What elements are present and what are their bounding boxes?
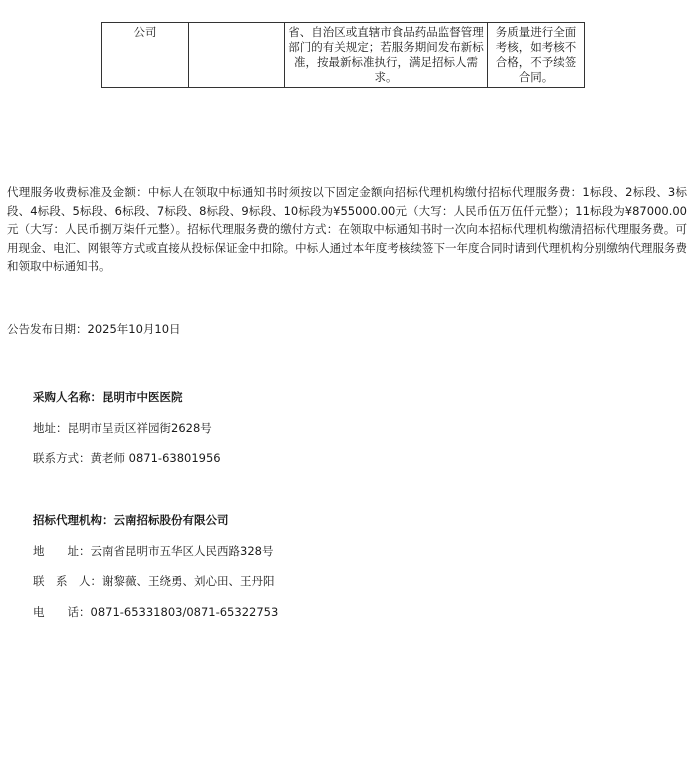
table-cell-empty — [189, 23, 285, 88]
agency-address: 地 址：云南省昆明市五华区人民西路328号 — [33, 544, 274, 558]
purchaser-contact: 联系方式：黄老师 0871-63801956 — [33, 451, 221, 465]
table-cell-standards: 省、自治区或直辖市食品药品监督管理部门的有关规定；若服务期间发布新标准，按最新标准执行，满足招标人需求。 — [285, 23, 488, 88]
agency-phone: 电 话：0871-65331803/0871-65322753 — [33, 605, 279, 619]
agency-name: 招标代理机构：云南招标股份有限公司 — [33, 513, 229, 527]
purchaser-name: 采购人名称：昆明市中医医院 — [33, 390, 183, 404]
table-row — [102, 23, 585, 88]
requirements-table — [101, 22, 585, 88]
table-cell-type: 公司 — [102, 23, 189, 88]
table-cell-assessment: 务质量进行全面考核，如考核不合格，不予续签合同。 — [488, 23, 585, 88]
publish-date: 公告发布日期：2025年10月10日 — [7, 322, 181, 336]
fee-paragraph: 代理服务收费标准及金额：中标人在领取中标通知书时须按以下固定金额向招标代理机构缴付招标代理服务费：1标段、2标段、3标段、4标段、5标段、6标段、7标段、8标段、9标段、10标段为¥55000.00元（大写：人民币伍万伍仟元整）；11标段为¥87000.00元（大写：人民币捌万柒仟元整）。招标代理服务费的缴付方式：在领取中标通知书时一次向本招标代理机构缴清招标代理服务费。可用现金、电汇、网银等方式或直接从投标保证金中扣除。中标人通过本年度考核续签下一年度合同时请到代理机构分别缴纳代理服务费和领取中标通知书。 — [7, 185, 687, 273]
agency-contact: 联 系 人：谢黎薇、王绕勇、刘心田、王丹阳 — [33, 574, 275, 588]
purchaser-address: 地址：昆明市呈贡区祥园街2628号 — [33, 421, 212, 435]
